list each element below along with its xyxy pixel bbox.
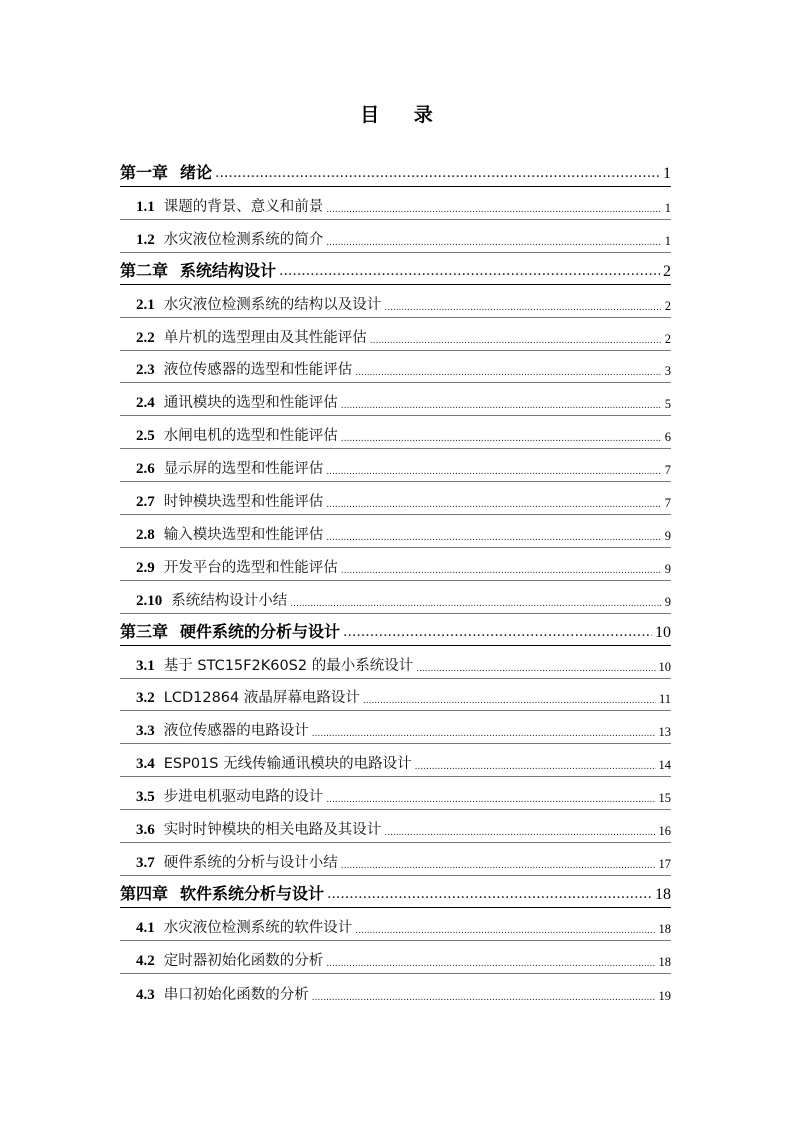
section-number: 2.7 — [136, 494, 155, 511]
page-number: 18 — [658, 954, 671, 969]
page-number: 1 — [664, 200, 671, 215]
section-title: 水灾液位检测系统的软件设计 — [163, 919, 353, 936]
dot-leader — [326, 238, 662, 248]
section-number: 4.2 — [136, 952, 155, 969]
page-number: 9 — [664, 594, 671, 609]
dot-leader — [384, 828, 655, 838]
toc-section-entry[interactable] — [120, 187, 671, 220]
toc-section-entry[interactable] — [120, 220, 671, 253]
toc-section-entry[interactable] — [120, 711, 671, 744]
page-number: 7 — [664, 463, 671, 478]
toc-section-entry[interactable] — [120, 482, 671, 515]
dot-leader — [326, 533, 662, 543]
page-number: 1 — [663, 165, 671, 182]
section-title: 显示屏的选型和性能评估 — [163, 461, 324, 478]
section-title: LCD12864 液晶屏幕电路设计 — [163, 690, 360, 707]
section-title: 输入模块选型和性能评估 — [163, 526, 324, 543]
dot-leader — [326, 467, 662, 477]
section-number: 3.3 — [136, 723, 155, 740]
dot-leader — [343, 624, 652, 640]
toc-section-entry[interactable] — [120, 908, 671, 941]
section-number: 2.5 — [136, 428, 155, 445]
section-number: 1.1 — [136, 198, 155, 215]
toc-chapter-entry[interactable] — [120, 253, 671, 285]
section-number: 2.10 — [136, 592, 163, 609]
section-title: 实时时钟模块的相关电路及其设计 — [163, 822, 382, 839]
section-number: 2.9 — [136, 559, 155, 576]
toc-section-entry[interactable] — [120, 810, 671, 843]
dot-leader — [415, 762, 656, 772]
dot-leader — [384, 303, 662, 313]
section-title: 水灾液位检测系统的简介 — [163, 231, 324, 248]
section-title: 硬件系统的分析与设计小结 — [163, 854, 338, 871]
section-number: 2.8 — [136, 526, 155, 543]
dot-leader — [290, 599, 662, 609]
table-of-contents — [120, 155, 671, 1007]
page-number: 1 — [664, 233, 671, 248]
section-number: 2.4 — [136, 395, 155, 412]
page-title: 目 录 — [360, 104, 447, 126]
section-number: 2.3 — [136, 362, 155, 379]
dot-leader — [341, 434, 662, 444]
toc-section-entry[interactable] — [120, 679, 671, 712]
page-number: 13 — [658, 725, 671, 740]
dot-leader — [326, 959, 655, 969]
chapter-label: 第一章 — [120, 163, 169, 182]
toc-section-entry[interactable] — [120, 383, 671, 416]
dot-leader — [312, 993, 656, 1003]
section-title: 通讯模块的选型和性能评估 — [163, 395, 338, 412]
toc-section-entry[interactable] — [120, 351, 671, 384]
dot-leader — [355, 926, 655, 936]
dot-leader — [279, 263, 660, 279]
toc-section-entry[interactable] — [120, 449, 671, 482]
section-number: 4.1 — [136, 919, 155, 936]
page-number: 10 — [658, 659, 671, 674]
toc-chapter-entry[interactable] — [120, 155, 671, 187]
dot-leader — [363, 696, 656, 706]
dot-leader — [326, 205, 662, 215]
dot-leader — [341, 401, 662, 411]
dot-leader — [326, 795, 655, 805]
section-number: 1.2 — [136, 231, 155, 248]
section-title: 步进电机驱动电路的设计 — [163, 789, 324, 806]
section-title: 液位传感器的选型和性能评估 — [163, 362, 353, 379]
page-number: 7 — [664, 496, 671, 511]
page-number: 10 — [655, 623, 671, 641]
chapter-title: 硬件系统的分析与设计 — [180, 621, 341, 641]
toc-section-entry[interactable] — [120, 581, 671, 614]
chapter-title: 绪论 — [180, 163, 213, 182]
section-title: 水灾液位检测系统的结构以及设计 — [163, 296, 382, 313]
section-title: 水闸电机的选型和性能评估 — [163, 428, 338, 445]
dot-leader — [341, 566, 662, 576]
section-title: 时钟模块选型和性能评估 — [163, 494, 324, 511]
section-number: 2.6 — [136, 461, 155, 478]
toc-section-entry[interactable] — [120, 646, 671, 679]
page-number: 16 — [658, 824, 671, 839]
section-number: 3.5 — [136, 789, 155, 806]
page-number: 2 — [663, 262, 671, 280]
page-number: 9 — [664, 528, 671, 543]
toc-section-entry[interactable] — [120, 941, 671, 974]
page-number: 18 — [658, 921, 671, 936]
section-title: 课题的背景、意义和前景 — [163, 198, 324, 215]
page-number: 3 — [664, 364, 671, 379]
page-number: 14 — [658, 758, 671, 773]
toc-section-entry[interactable] — [120, 548, 671, 581]
dot-leader — [370, 336, 662, 346]
page-number: 6 — [664, 430, 671, 445]
section-number: 3.4 — [136, 756, 155, 773]
page-number: 5 — [664, 397, 671, 412]
chapter-title: 软件系统分析与设计 — [180, 883, 325, 903]
page-number: 9 — [664, 561, 671, 576]
dot-leader — [215, 165, 660, 181]
toc-section-entry[interactable] — [120, 744, 671, 777]
section-title: 串口初始化函数的分析 — [163, 986, 309, 1003]
chapter-label: 第四章 — [120, 883, 169, 903]
section-title: ESP01S 无线传输通讯模块的电路设计 — [163, 756, 412, 773]
page-number: 2 — [664, 298, 671, 313]
section-number: 3.2 — [136, 690, 155, 707]
page-number: 2 — [664, 331, 671, 346]
section-number: 2.2 — [136, 329, 155, 346]
toc-section-entry[interactable] — [120, 974, 671, 1007]
section-title: 开发平台的选型和性能评估 — [163, 559, 338, 576]
section-title: 系统结构设计小结 — [171, 592, 288, 609]
chapter-label: 第二章 — [120, 260, 169, 280]
dot-leader — [341, 861, 656, 871]
chapter-title: 系统结构设计 — [180, 260, 277, 280]
toc-section-entry[interactable] — [120, 416, 671, 449]
page-number: 11 — [658, 692, 671, 707]
chapter-label: 第三章 — [120, 621, 169, 641]
toc-section-entry[interactable] — [120, 285, 671, 318]
section-title: 液位传感器的电路设计 — [163, 723, 309, 740]
dot-leader — [312, 729, 656, 739]
dot-leader — [416, 664, 655, 674]
page-number: 17 — [658, 856, 671, 871]
toc-chapter-entry[interactable] — [120, 614, 671, 646]
section-number: 4.3 — [136, 986, 155, 1003]
section-number: 3.1 — [136, 657, 155, 674]
section-title: 基于 STC15F2K60S2 的最小系统设计 — [163, 657, 414, 674]
section-title: 定时器初始化函数的分析 — [163, 952, 324, 969]
section-title: 单片机的选型理由及其性能评估 — [163, 329, 367, 346]
section-number: 3.6 — [136, 822, 155, 839]
dot-leader — [327, 886, 652, 902]
section-number: 2.1 — [136, 296, 155, 313]
toc-section-entry[interactable] — [120, 777, 671, 810]
dot-leader — [355, 368, 662, 378]
page-number: 15 — [658, 791, 671, 806]
toc-section-entry[interactable] — [120, 318, 671, 351]
toc-section-entry[interactable] — [120, 843, 671, 876]
toc-section-entry[interactable] — [120, 515, 671, 548]
toc-chapter-entry[interactable] — [120, 876, 671, 908]
page-number: 19 — [658, 988, 671, 1003]
page-number: 18 — [655, 885, 671, 903]
dot-leader — [326, 500, 662, 510]
section-number: 3.7 — [136, 854, 155, 871]
